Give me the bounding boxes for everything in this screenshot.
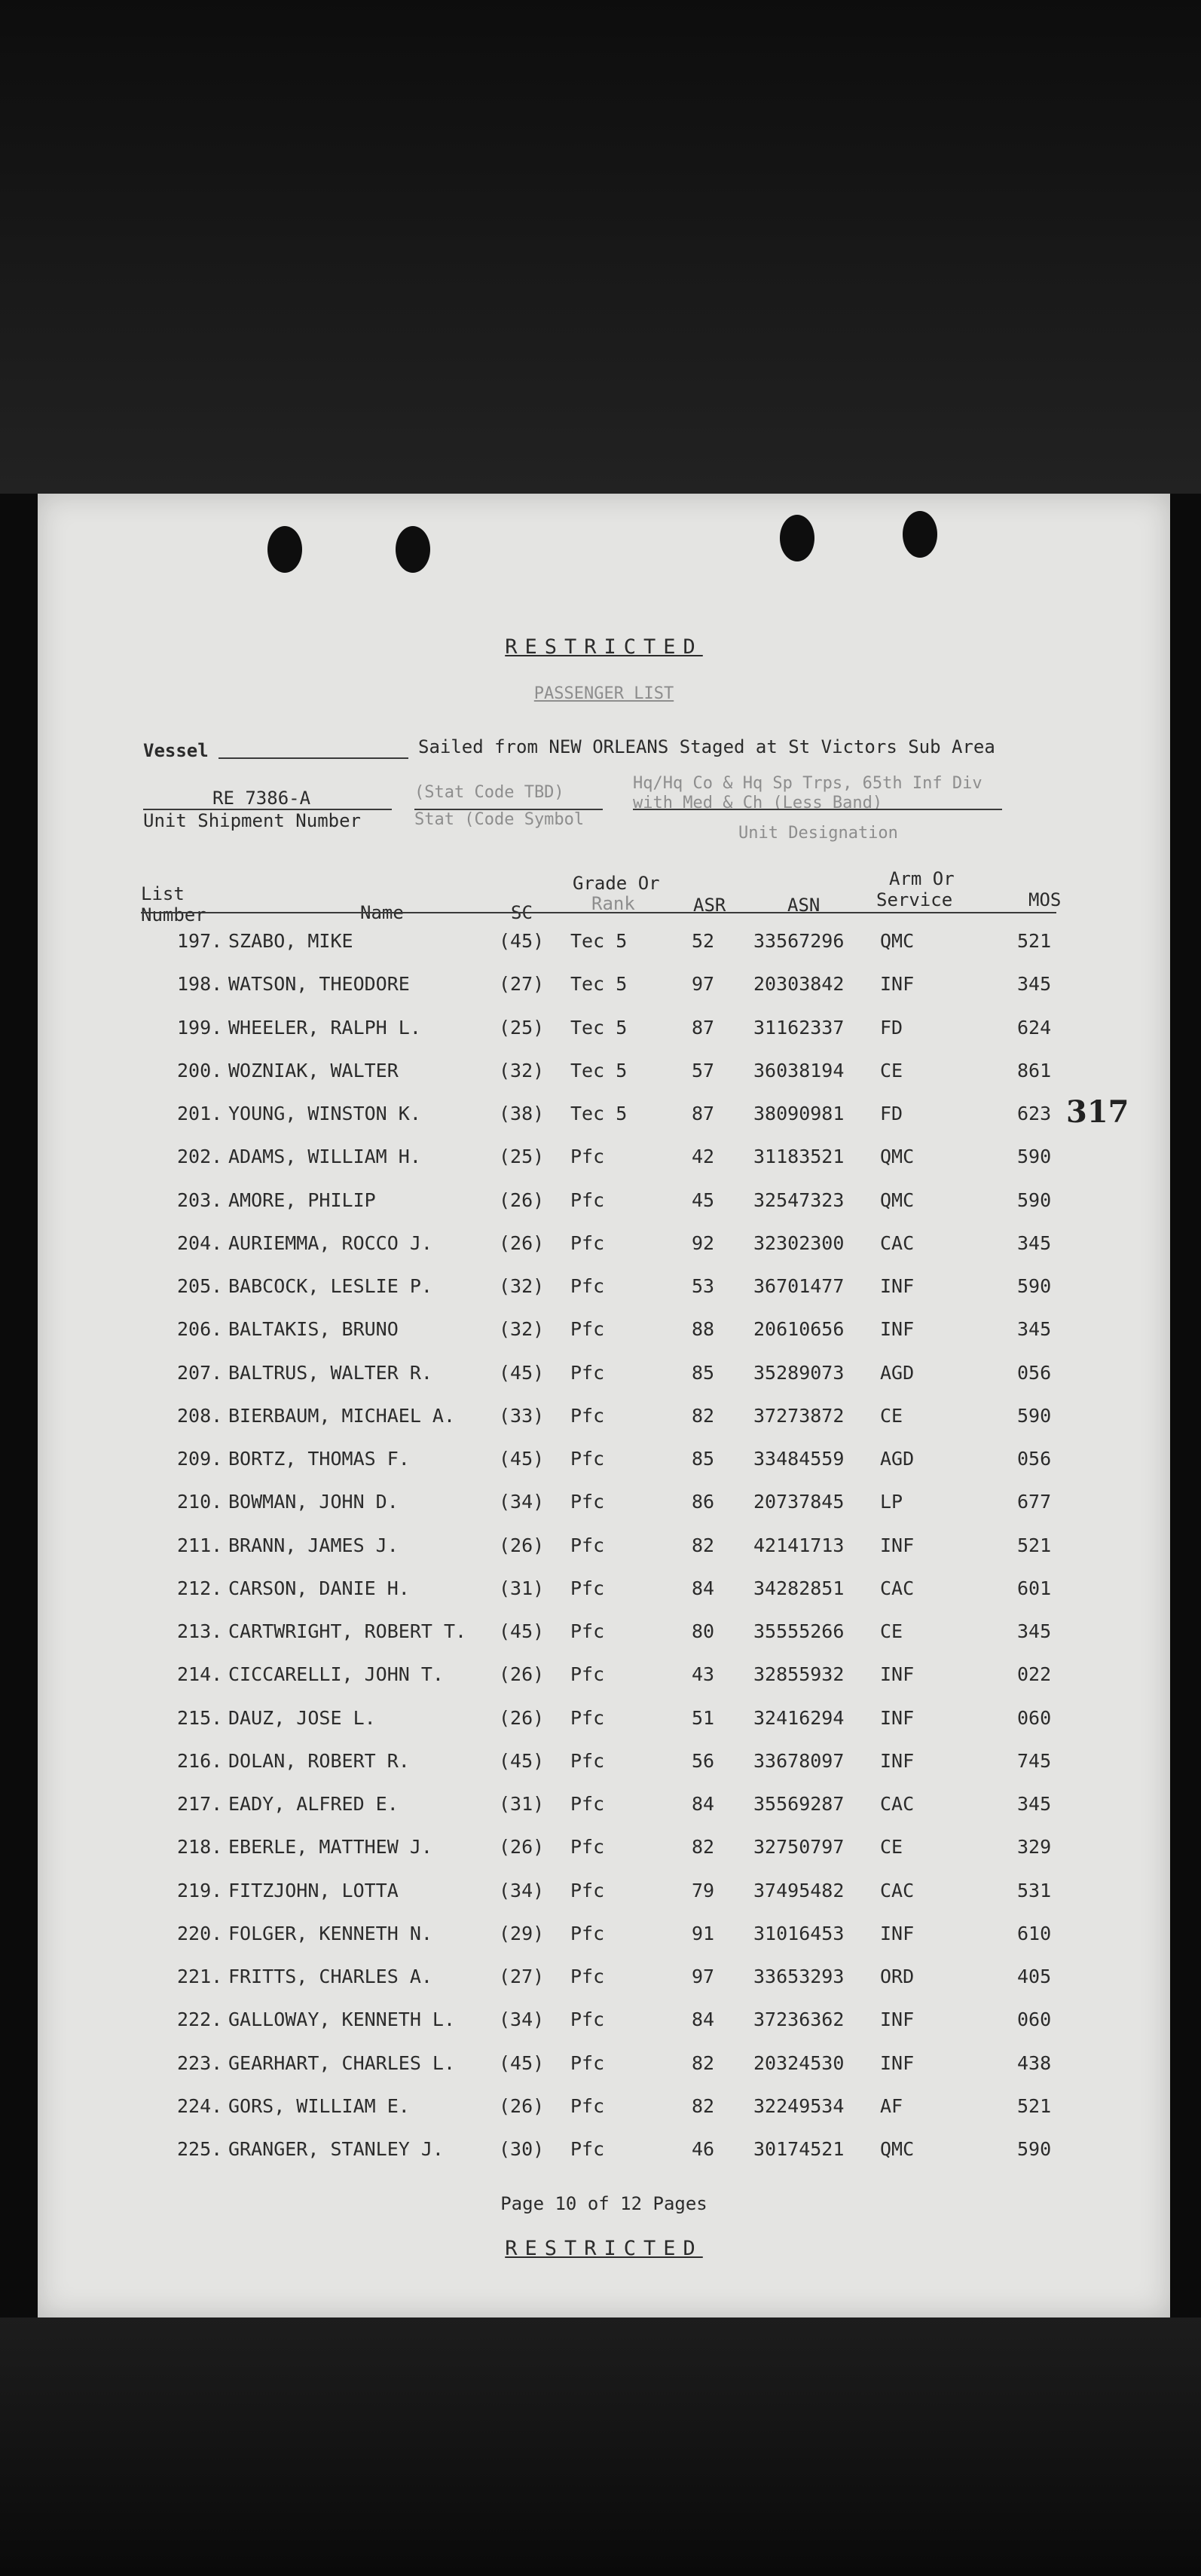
passenger-list-title: PASSENGER LIST bbox=[533, 684, 674, 703]
table-row bbox=[38, 1092, 1170, 1135]
cell-name: WOZNIAK, WALTER bbox=[228, 1059, 399, 1081]
table-row bbox=[38, 1696, 1170, 1739]
table-row bbox=[38, 1222, 1170, 1265]
cell-asn: 32855932 bbox=[753, 1663, 845, 1686]
cell-mos: 677 bbox=[1017, 1491, 1052, 1513]
cell-mos: 601 bbox=[1017, 1577, 1052, 1599]
cell-asn: 30174521 bbox=[753, 2138, 845, 2160]
table-row bbox=[38, 1351, 1170, 1394]
cell-mos: 345 bbox=[1017, 1231, 1052, 1254]
cell-mos: 329 bbox=[1017, 1836, 1052, 1859]
cell-sc: (26) bbox=[499, 1189, 545, 1211]
table-row bbox=[38, 1265, 1170, 1308]
cell-asr: 97 bbox=[692, 1966, 715, 1987]
table-row bbox=[38, 1825, 1170, 1868]
cell-arm: CAC bbox=[880, 1793, 915, 1815]
cell-num: 221. bbox=[177, 1966, 223, 1987]
table-row bbox=[38, 1437, 1170, 1480]
cell-grade: Pfc bbox=[570, 1361, 605, 1384]
cell-name: BRANN, JAMES J. bbox=[228, 1534, 399, 1556]
col-grade-2: Rank bbox=[591, 893, 635, 914]
table-row bbox=[38, 1782, 1170, 1825]
cell-arm: INF bbox=[880, 2051, 915, 2074]
cell-asr: 85 bbox=[692, 1361, 715, 1384]
cell-sc: (26) bbox=[499, 1663, 545, 1686]
cell-grade: Pfc bbox=[570, 1231, 605, 1254]
cell-arm: CE bbox=[880, 1620, 903, 1642]
cell-asr: 43 bbox=[692, 1663, 715, 1686]
cell-arm: FD bbox=[880, 1016, 903, 1039]
cell-mos: 590 bbox=[1017, 2138, 1052, 2160]
cell-grade: Tec 5 bbox=[570, 973, 628, 996]
cell-sc: (33) bbox=[499, 1404, 545, 1427]
cell-name: FITZJOHN, LOTTA bbox=[228, 1879, 399, 1901]
cell-sc: (45) bbox=[499, 2051, 545, 2074]
cell-name: WATSON, THEODORE bbox=[228, 973, 410, 996]
cell-asn: 37273872 bbox=[753, 1404, 845, 1427]
film-margin-top bbox=[0, 0, 1201, 494]
page-number: Page 10 of 12 Pages bbox=[500, 2193, 707, 2214]
col-grade-1: Grade Or bbox=[573, 873, 660, 894]
cell-name: WHEELER, RALPH L. bbox=[228, 1016, 421, 1039]
cell-asn: 36038194 bbox=[753, 1059, 845, 1081]
cell-name: DOLAN, ROBERT R. bbox=[228, 1749, 410, 1772]
cell-asn: 33678097 bbox=[753, 1749, 845, 1772]
cell-sc: (45) bbox=[499, 1749, 545, 1772]
cell-asn: 33484559 bbox=[753, 1448, 845, 1470]
cell-sc: (34) bbox=[499, 2008, 545, 2031]
cell-grade: Pfc bbox=[570, 1879, 605, 1901]
cell-sc: (31) bbox=[499, 1793, 545, 1815]
cell-num: 209. bbox=[177, 1448, 223, 1470]
cell-mos: 405 bbox=[1017, 1966, 1052, 1987]
cell-sc: (45) bbox=[499, 1448, 545, 1470]
cell-arm: CAC bbox=[880, 1231, 915, 1254]
cell-mos: 745 bbox=[1017, 1749, 1052, 1772]
cell-grade: Pfc bbox=[570, 1836, 605, 1859]
cell-sc: (26) bbox=[499, 2094, 545, 2117]
col-arm-2: Service bbox=[876, 889, 953, 910]
table-row bbox=[38, 2042, 1170, 2085]
cell-sc: (26) bbox=[499, 1231, 545, 1254]
cell-asn: 32547323 bbox=[753, 1189, 845, 1211]
col-list: List bbox=[141, 883, 185, 904]
sailed-from-text: Sailed from NEW ORLEANS Staged at St Victors Sub Area bbox=[418, 736, 995, 757]
shipment-number: RE 7386-A bbox=[212, 788, 311, 809]
cell-grade: Pfc bbox=[570, 1706, 605, 1729]
cell-num: 218. bbox=[177, 1836, 223, 1859]
table-row bbox=[38, 1049, 1170, 1092]
cell-arm: AGD bbox=[880, 1361, 915, 1384]
cell-mos: 022 bbox=[1017, 1663, 1052, 1686]
table-row bbox=[38, 1955, 1170, 1998]
cell-asn: 33567296 bbox=[753, 930, 845, 952]
cell-asr: 82 bbox=[692, 1404, 715, 1427]
cell-asr: 85 bbox=[692, 1448, 715, 1470]
cell-grade: Pfc bbox=[570, 1663, 605, 1686]
cell-grade: Tec 5 bbox=[570, 1059, 628, 1081]
cell-asn: 20303842 bbox=[753, 973, 845, 996]
cell-asr: 52 bbox=[692, 930, 715, 952]
cell-asr: 87 bbox=[692, 1016, 715, 1039]
cell-asr: 91 bbox=[692, 1922, 715, 1944]
cell-arm: CAC bbox=[880, 1879, 915, 1901]
cell-name: AMORE, PHILIP bbox=[228, 1189, 376, 1211]
cell-mos: 521 bbox=[1017, 930, 1052, 952]
cell-arm: FD bbox=[880, 1103, 903, 1124]
cell-arm: INF bbox=[880, 1275, 915, 1297]
cell-asn: 42141713 bbox=[753, 1534, 845, 1556]
cell-sc: (45) bbox=[499, 930, 545, 952]
cell-asr: 84 bbox=[692, 1793, 715, 1815]
cell-name: BABCOCK, LESLIE P. bbox=[228, 1275, 432, 1297]
cell-arm: ORD bbox=[880, 1966, 915, 1987]
col-mos: MOS bbox=[1028, 889, 1062, 910]
col-sc: SC bbox=[511, 902, 533, 923]
cell-asn: 20737845 bbox=[753, 1491, 845, 1513]
cell-arm: INF bbox=[880, 973, 915, 996]
cell-num: 219. bbox=[177, 1879, 223, 1901]
cell-num: 202. bbox=[177, 1146, 223, 1168]
cell-sc: (32) bbox=[499, 1318, 545, 1341]
cell-sc: (25) bbox=[499, 1146, 545, 1168]
cell-num: 205. bbox=[177, 1275, 223, 1297]
table-row bbox=[38, 1610, 1170, 1653]
cell-asn: 32249534 bbox=[753, 2094, 845, 2117]
cell-asn: 34282851 bbox=[753, 1577, 845, 1599]
cell-asn: 20324530 bbox=[753, 2051, 845, 2074]
cell-asr: 82 bbox=[692, 2051, 715, 2074]
cell-arm: QMC bbox=[880, 1189, 915, 1211]
cell-num: 207. bbox=[177, 1361, 223, 1384]
table-row bbox=[38, 1179, 1170, 1222]
cell-asr: 80 bbox=[692, 1620, 715, 1642]
cell-asr: 92 bbox=[692, 1231, 715, 1254]
cell-num: 206. bbox=[177, 1318, 223, 1341]
table-row bbox=[38, 1394, 1170, 1437]
col-asn: ASN bbox=[787, 895, 821, 916]
cell-arm: INF bbox=[880, 1663, 915, 1686]
table-row bbox=[38, 1998, 1170, 2041]
cell-arm: QMC bbox=[880, 930, 915, 952]
cell-name: DAUZ, JOSE L. bbox=[228, 1706, 376, 1729]
cell-asr: 79 bbox=[692, 1879, 715, 1901]
cell-grade: Tec 5 bbox=[570, 1103, 628, 1124]
punch-hole bbox=[396, 526, 430, 573]
cell-name: BIERBAUM, MICHAEL A. bbox=[228, 1404, 456, 1427]
cell-asn: 32302300 bbox=[753, 1231, 845, 1254]
cell-asn: 32416294 bbox=[753, 1706, 845, 1729]
vessel-blank-line bbox=[219, 757, 408, 759]
cell-asn: 38090981 bbox=[753, 1103, 845, 1124]
cell-num: 213. bbox=[177, 1620, 223, 1642]
cell-arm: QMC bbox=[880, 1146, 915, 1168]
handwritten-page-number: 317 bbox=[1066, 1094, 1129, 1130]
unit-designation-label: Unit Designation bbox=[738, 824, 898, 843]
cell-sc: (29) bbox=[499, 1922, 545, 1944]
table-row bbox=[38, 2085, 1170, 2128]
col-number: Number bbox=[141, 904, 206, 925]
cell-asr: 82 bbox=[692, 2094, 715, 2117]
cell-mos: 345 bbox=[1017, 973, 1052, 996]
cell-arm: QMC bbox=[880, 2138, 915, 2160]
cell-asr: 57 bbox=[692, 1059, 715, 1081]
cell-arm: CE bbox=[880, 1404, 903, 1427]
cell-sc: (30) bbox=[499, 2138, 545, 2160]
cell-asn: 31183521 bbox=[753, 1146, 845, 1168]
cell-grade: Pfc bbox=[570, 1534, 605, 1556]
table-row bbox=[38, 1308, 1170, 1351]
cell-num: 214. bbox=[177, 1663, 223, 1686]
cell-arm: INF bbox=[880, 1318, 915, 1341]
restricted-header: RESTRICTED bbox=[505, 635, 703, 659]
table-row bbox=[38, 1524, 1170, 1567]
cell-mos: 624 bbox=[1017, 1016, 1052, 1039]
cell-name: BOWMAN, JOHN D. bbox=[228, 1491, 399, 1513]
cell-name: CARSON, DANIE H. bbox=[228, 1577, 410, 1599]
table-row bbox=[38, 962, 1170, 1005]
cell-num: 203. bbox=[177, 1189, 223, 1211]
punch-hole bbox=[903, 511, 937, 558]
cell-name: GRANGER, STANLEY J. bbox=[228, 2138, 444, 2160]
cell-asr: 82 bbox=[692, 1534, 715, 1556]
cell-mos: 056 bbox=[1017, 1361, 1052, 1384]
table-row bbox=[38, 1869, 1170, 1912]
cell-mos: 590 bbox=[1017, 1275, 1052, 1297]
stat-symbol-label: Stat (Code Symbol bbox=[414, 810, 585, 829]
cell-name: GALLOWAY, KENNETH L. bbox=[228, 2008, 456, 2031]
table-row bbox=[38, 919, 1170, 962]
cell-grade: Pfc bbox=[570, 1793, 605, 1815]
cell-name: FOLGER, KENNETH N. bbox=[228, 1922, 432, 1944]
cell-sc: (38) bbox=[499, 1103, 545, 1124]
cell-asr: 51 bbox=[692, 1706, 715, 1729]
cell-arm: INF bbox=[880, 1534, 915, 1556]
col-name: Name bbox=[360, 902, 404, 923]
cell-grade: Pfc bbox=[570, 1922, 605, 1944]
cell-asr: 42 bbox=[692, 1146, 715, 1168]
cell-asr: 86 bbox=[692, 1491, 715, 1513]
cell-sc: (26) bbox=[499, 1534, 545, 1556]
cell-grade: Pfc bbox=[570, 1491, 605, 1513]
unit-designation-line2: with Med & Ch (Less Band) bbox=[633, 794, 883, 812]
punch-hole bbox=[780, 515, 814, 561]
cell-arm: AGD bbox=[880, 1448, 915, 1470]
table-row bbox=[38, 2128, 1170, 2171]
unit-underline bbox=[633, 809, 1002, 810]
punch-hole bbox=[267, 526, 302, 573]
cell-grade: Pfc bbox=[570, 2051, 605, 2074]
cell-mos: 438 bbox=[1017, 2051, 1052, 2074]
table-row bbox=[38, 1567, 1170, 1610]
cell-grade: Pfc bbox=[570, 1966, 605, 1987]
table-row bbox=[38, 1135, 1170, 1178]
cell-num: 224. bbox=[177, 2094, 223, 2117]
cell-num: 220. bbox=[177, 1922, 223, 1944]
cell-name: YOUNG, WINSTON K. bbox=[228, 1103, 421, 1124]
cell-name: FRITTS, CHARLES A. bbox=[228, 1966, 432, 1987]
cell-asn: 31162337 bbox=[753, 1016, 845, 1039]
cell-num: 212. bbox=[177, 1577, 223, 1599]
cell-mos: 531 bbox=[1017, 1879, 1052, 1901]
cell-arm: INF bbox=[880, 2008, 915, 2031]
cell-mos: 521 bbox=[1017, 1534, 1052, 1556]
cell-asr: 45 bbox=[692, 1189, 715, 1211]
cell-sc: (45) bbox=[499, 1620, 545, 1642]
stat-code: (Stat Code TBD) bbox=[414, 783, 564, 802]
unit-shipment-label: Unit Shipment Number bbox=[143, 810, 361, 831]
cell-asr: 84 bbox=[692, 1577, 715, 1599]
cell-num: 210. bbox=[177, 1491, 223, 1513]
cell-asn: 37495482 bbox=[753, 1879, 845, 1901]
cell-sc: (34) bbox=[499, 1491, 545, 1513]
cell-num: 222. bbox=[177, 2008, 223, 2031]
cell-grade: Pfc bbox=[570, 2138, 605, 2160]
cell-asr: 84 bbox=[692, 2008, 715, 2031]
cell-grade: Pfc bbox=[570, 1448, 605, 1470]
cell-arm: AF bbox=[880, 2094, 903, 2117]
cell-grade: Pfc bbox=[570, 1404, 605, 1427]
cell-num: 223. bbox=[177, 2051, 223, 2074]
col-arm-1: Arm Or bbox=[889, 868, 955, 889]
cell-mos: 345 bbox=[1017, 1793, 1052, 1815]
cell-mos: 056 bbox=[1017, 1448, 1052, 1470]
cell-mos: 861 bbox=[1017, 1059, 1052, 1081]
cell-arm: CE bbox=[880, 1059, 903, 1081]
cell-grade: Tec 5 bbox=[570, 1016, 628, 1039]
cell-mos: 610 bbox=[1017, 1922, 1052, 1944]
col-asr: ASR bbox=[693, 895, 726, 916]
cell-grade: Tec 5 bbox=[570, 930, 628, 952]
cell-asr: 87 bbox=[692, 1103, 715, 1124]
cell-asn: 31016453 bbox=[753, 1922, 845, 1944]
cell-asn: 35555266 bbox=[753, 1620, 845, 1642]
cell-name: BALTAKIS, BRUNO bbox=[228, 1318, 399, 1341]
table-row bbox=[38, 1006, 1170, 1049]
cell-asr: 97 bbox=[692, 973, 715, 996]
cell-asn: 32750797 bbox=[753, 1836, 845, 1859]
cell-grade: Pfc bbox=[570, 2008, 605, 2031]
cell-mos: 060 bbox=[1017, 1706, 1052, 1729]
cell-name: CARTWRIGHT, ROBERT T. bbox=[228, 1620, 467, 1642]
cell-sc: (25) bbox=[499, 1016, 545, 1039]
cell-mos: 623 bbox=[1017, 1103, 1052, 1124]
cell-arm: LP bbox=[880, 1491, 903, 1513]
cell-num: 204. bbox=[177, 1231, 223, 1254]
cell-sc: (26) bbox=[499, 1836, 545, 1859]
restricted-footer: RESTRICTED bbox=[505, 2237, 703, 2260]
table-row bbox=[38, 1739, 1170, 1782]
cell-arm: CAC bbox=[880, 1577, 915, 1599]
cell-grade: Pfc bbox=[570, 1146, 605, 1168]
cell-num: 198. bbox=[177, 973, 223, 996]
document-page bbox=[38, 494, 1170, 2317]
cell-name: BORTZ, THOMAS F. bbox=[228, 1448, 410, 1470]
cell-asr: 88 bbox=[692, 1318, 715, 1341]
cell-asn: 33653293 bbox=[753, 1966, 845, 1987]
cell-asr: 53 bbox=[692, 1275, 715, 1297]
table-row bbox=[38, 1653, 1170, 1696]
cell-asn: 35289073 bbox=[753, 1361, 845, 1384]
cell-mos: 060 bbox=[1017, 2008, 1052, 2031]
cell-name: BALTRUS, WALTER R. bbox=[228, 1361, 432, 1384]
cell-sc: (27) bbox=[499, 973, 545, 996]
cell-name: AURIEMMA, ROCCO J. bbox=[228, 1231, 432, 1254]
cell-sc: (32) bbox=[499, 1059, 545, 1081]
table-row bbox=[38, 1480, 1170, 1523]
cell-grade: Pfc bbox=[570, 2094, 605, 2117]
cell-arm: INF bbox=[880, 1922, 915, 1944]
cell-num: 200. bbox=[177, 1059, 223, 1081]
cell-asn: 20610656 bbox=[753, 1318, 845, 1341]
cell-num: 215. bbox=[177, 1706, 223, 1729]
cell-sc: (34) bbox=[499, 1879, 545, 1901]
vessel-label: Vessel bbox=[143, 740, 209, 761]
passenger-table bbox=[38, 919, 1170, 2171]
cell-asn: 37236362 bbox=[753, 2008, 845, 2031]
cell-num: 201. bbox=[177, 1103, 223, 1124]
cell-grade: Pfc bbox=[570, 1318, 605, 1341]
cell-grade: Pfc bbox=[570, 1577, 605, 1599]
cell-asr: 56 bbox=[692, 1749, 715, 1772]
cell-mos: 590 bbox=[1017, 1189, 1052, 1211]
cell-sc: (26) bbox=[499, 1706, 545, 1729]
cell-arm: CE bbox=[880, 1836, 903, 1859]
cell-name: GEARHART, CHARLES L. bbox=[228, 2051, 456, 2074]
cell-num: 199. bbox=[177, 1016, 223, 1039]
cell-sc: (45) bbox=[499, 1361, 545, 1384]
cell-mos: 345 bbox=[1017, 1318, 1052, 1341]
cell-name: EBERLE, MATTHEW J. bbox=[228, 1836, 432, 1859]
cell-sc: (27) bbox=[499, 1966, 545, 1987]
cell-sc: (32) bbox=[499, 1275, 545, 1297]
cell-name: GORS, WILLIAM E. bbox=[228, 2094, 410, 2117]
cell-num: 197. bbox=[177, 930, 223, 952]
cell-asr: 82 bbox=[692, 1836, 715, 1859]
cell-mos: 521 bbox=[1017, 2094, 1052, 2117]
cell-arm: INF bbox=[880, 1749, 915, 1772]
cell-num: 211. bbox=[177, 1534, 223, 1556]
cell-grade: Pfc bbox=[570, 1189, 605, 1211]
cell-name: SZABO, MIKE bbox=[228, 930, 353, 952]
header-rule bbox=[141, 912, 1056, 913]
cell-asr: 46 bbox=[692, 2138, 715, 2160]
cell-num: 225. bbox=[177, 2138, 223, 2160]
cell-name: CICCARELLI, JOHN T. bbox=[228, 1663, 444, 1686]
cell-name: EADY, ALFRED E. bbox=[228, 1793, 399, 1815]
cell-grade: Pfc bbox=[570, 1275, 605, 1297]
cell-grade: Pfc bbox=[570, 1620, 605, 1642]
cell-mos: 345 bbox=[1017, 1620, 1052, 1642]
cell-grade: Pfc bbox=[570, 1749, 605, 1772]
cell-asn: 35569287 bbox=[753, 1793, 845, 1815]
film-margin-bottom bbox=[0, 2317, 1201, 2576]
cell-num: 208. bbox=[177, 1404, 223, 1427]
cell-sc: (31) bbox=[499, 1577, 545, 1599]
cell-num: 217. bbox=[177, 1793, 223, 1815]
cell-mos: 590 bbox=[1017, 1146, 1052, 1168]
cell-mos: 590 bbox=[1017, 1404, 1052, 1427]
table-row bbox=[38, 1912, 1170, 1955]
cell-arm: INF bbox=[880, 1706, 915, 1729]
cell-num: 216. bbox=[177, 1749, 223, 1772]
cell-name: ADAMS, WILLIAM H. bbox=[228, 1146, 421, 1168]
unit-designation-line1: Hq/Hq Co & Hq Sp Trps, 65th Inf Div bbox=[633, 774, 982, 793]
cell-asn: 36701477 bbox=[753, 1275, 845, 1297]
